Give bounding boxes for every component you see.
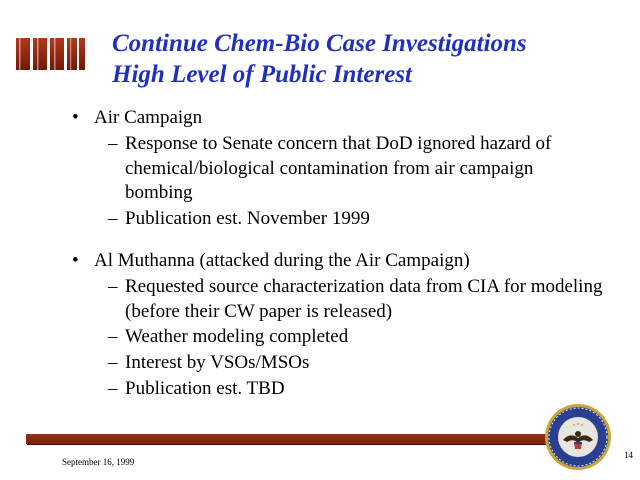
page-number: 14 (624, 450, 633, 460)
sub-bullet-text: Response to Senate concern that DoD ignored hazard of chemical/biological contamination from air campaign bombing (125, 133, 552, 203)
striped-bars-logo-icon (16, 36, 88, 72)
bullet-dot-icon: • (72, 250, 79, 271)
title-line-2: High Level of Public Interest (112, 61, 412, 88)
dash-icon: – (108, 208, 118, 229)
sub-bullet-text: Weather modeling completed (125, 326, 349, 347)
bullet-dot-icon: • (72, 107, 79, 128)
sub-bullet-text: Publication est. November 1999 (125, 208, 370, 229)
dash-icon: – (108, 326, 118, 347)
dash-icon: – (108, 133, 118, 154)
footer-divider-bar (26, 434, 553, 444)
dash-icon: – (108, 352, 118, 373)
bullet-text: Air Campaign (94, 107, 203, 128)
slide-title (112, 28, 622, 90)
sub-bullet-text: Interest by VSOs/MSOs (125, 352, 310, 373)
dash-icon: – (108, 276, 118, 297)
department-of-defense-seal-icon (543, 402, 613, 472)
footer-date: September 16, 1999 (62, 457, 135, 467)
title-line-1: Continue Chem-Bio Case Investigations (112, 30, 527, 57)
bullet-text: Al Muthanna (attacked during the Air Campaign) (94, 250, 470, 271)
sub-bullet-text: Publication est. TBD (125, 378, 285, 399)
dash-icon: – (108, 378, 118, 399)
sub-bullet-text: Requested source characterization data from CIA for modeling (before their CW paper is released) (125, 276, 603, 322)
